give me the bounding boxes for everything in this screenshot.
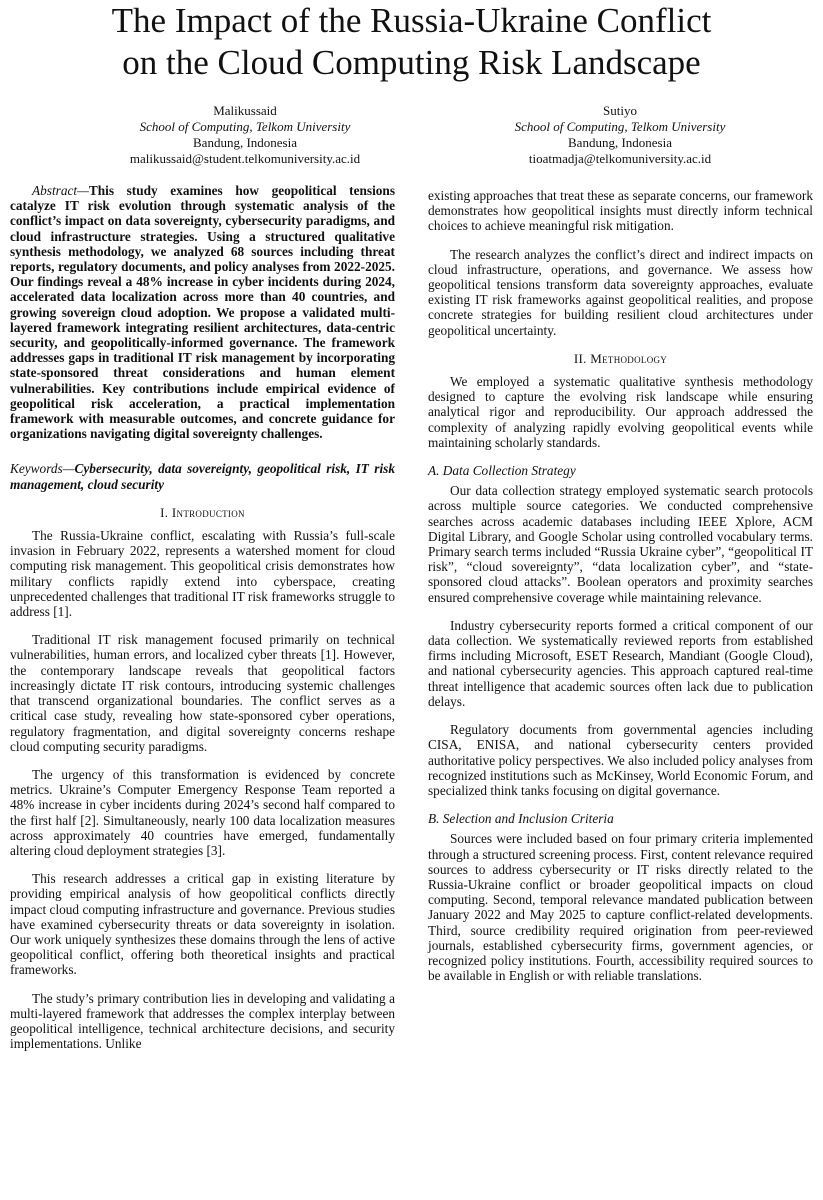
right-column [428,188,813,996]
author-block-1 [55,103,435,167]
author-block-2 [430,103,810,167]
method-paragraph: Sources were included based on four primary criteria implemented through a structured screening process. First, content relevance required sources to address cybersecurity or IT risks directly related to the Russia-Ukraine conflict or broader geopolitical impacts on cloud computing. Second, temporal relevance mandated publication between January 2022 and May 2025 to capture conflict-related developments. Third, source credibility required origination from peer-reviewed journals, established cybersecurity firms, government agencies, or recognized policy institutions. Fourth, accessibility required sources to be available in English or with reliable translations. [428,831,813,984]
method-paragraph: Regulatory documents from governmental agencies including CISA, ENISA, and national cybersecurity centers provided authoritative policy perspectives. We also included policy analyses from recognized institutions such as McKinsey, World Economic Forum, and specialized think tanks focusing on digital governance. [428,722,813,798]
subsection-heading-data-collection: A. Data Collection Strategy [428,463,576,479]
section-heading-introduction: I. Introduction [160,504,245,520]
author-location: Bandung, Indonesia [193,135,297,150]
abstract [10,183,395,441]
intro-paragraph: This research addresses a critical gap in existing literature by providing empirical analysis of how geopolitical conflicts directly impact cloud computing infrastructure and governance. Previous studies have examined cybersecurity threats or data sovereignty in isolation. Our work uniquely synthesizes these domains through the lens of active geopolitical conflict, offering both theoretical insights and practical frameworks. [10,871,395,978]
author-affiliation: School of Computing, Telkom University [139,119,351,134]
paper-title [0,0,823,84]
keywords-lead: Keywords— [10,461,75,477]
keywords-text: Cybersecurity, data sovereignty, geopolitical risk, IT risk management, cloud security [10,461,395,492]
author-affiliation: School of Computing, Telkom University [514,119,726,134]
keywords [10,461,395,491]
author-name: Sutiyo [603,103,637,118]
intro-paragraph: Traditional IT risk management focused primarily on technical vulnerabilities, human errors, and localized cyber threats [1]. However, the contemporary landscape reveals that geopolitical factors increasingly dictate IT risk contours, introducing systemic challenges that transcend organizational boundaries. The conflict serves as a critical case study, revealing how state-sponsored cyber operations, regulatory fragmentation, and digital sovereignty concerns reshape cloud computing security paradigms. [10,632,395,754]
title-line-2: on the Cloud Computing Risk Landscape [122,43,701,82]
section-heading-methodology: II. Methodology [573,350,668,366]
subsection-heading-selection-criteria: B. Selection and Inclusion Criteria [428,811,614,827]
title-line-1: The Impact of the Russia-Ukraine Conflict [111,1,712,40]
abstract-lead: Abstract— [32,183,89,198]
intro-paragraph: The urgency of this transformation is evidenced by concrete metrics. Ukraine’s Computer Emergency Response Team reported a 48% increase in cyber incidents during 2024’s second half compared to the first half [2]. Simultaneously, nearly 100 data localization measures across approximately 40 countries have emerged, fundamentally altering cloud deployment strategies [3]. [10,766,395,858]
intro-paragraph-continued: existing approaches that treat these as separate concerns, our framework demonstrates how geopolitical insights must directly inform technical choices to achieve meaningful risk mitigation. [428,188,813,234]
intro-paragraph: The research analyzes the conflict’s direct and indirect impacts on cloud infrastructure, operations, and governance. We assess how geopolitical tensions transform data sovereignty approaches, evaluate existing IT risk frameworks against geopolitical realities, and propose concrete strategies for building resilient cloud architectures under geopolitical uncertainty. [428,246,813,338]
abstract-text: This study examines how geopolitical tensions catalyze IT risk evolution through systematic analysis of the conflict’s impact on data sovereignty, cybersecurity paradigms, and cloud infrastructure strategies. Using a structured qualitative synthesis methodology, we analyzed 68 sources including threat reports, regulatory documents, and policy analyses from 2022-2025. Our findings reveal a 48% increase in cyber incidents during 2024, accelerated data localization across more than 40 countries, and growing sovereign cloud adoption. We propose a validated multi-layered framework integrating resilient architectures, data-centric security, and geopolitically-informed governance. The framework addresses gaps in traditional IT risk management by incorporating state-sponsored threat considerations and human element vulnerabilities. Key contributions include empirical evidence of geopolitical risk acceleration, a practical implementation framework with measurable outcomes, and concrete guidance for organizations navigating digital sovereignty challenges. [10,183,395,442]
author-location: Bandung, Indonesia [568,135,672,150]
method-paragraph: Our data collection strategy employed systematic search protocols across multiple source categories. We conducted comprehensive searches across academic databases including IEEE Xplore, ACM Digital Library, and Google Scholar using controlled vocabulary terms. Primary search terms included “Russia Ukraine cyber”, “geopolitical IT risk”, “cloud sovereignty”, “data localization cyber”, and “state-sponsored cloud attacks”. Boolean operators and proximity searches ensured comprehensive coverage while maintaining relevance. [428,483,813,605]
intro-paragraph: The study’s primary contribution lies in developing and validating a multi-layered framework that addresses the complex interplay between geopolitical intelligence, technical architecture decisions, and security implementations. Unlike [10,990,395,1052]
author-name: Malikussaid [213,103,277,118]
left-column [10,183,395,1064]
method-paragraph: Industry cybersecurity reports formed a critical component of our data collection. We systematically reviewed reports from established firms including Microsoft, ESET Research, Mandiant (Google Cloud), and national cybersecurity agencies. This approach captured real-time threat intelligence that academic sources often lack due to publication delays. [428,617,813,709]
intro-paragraph: The Russia-Ukraine conflict, escalating with Russia’s full-scale invasion in February 2022, represents a watershed moment for cloud computing risk management. This geopolitical crisis demonstrates how military conflicts rapidly extend into cyberspace, creating unprecedented challenges that traditional IT risk frameworks struggle to address [1]. [10,528,395,620]
author-email: malikussaid@student.telkomuniversity.ac.id [129,151,361,166]
author-email: tioatmadja@telkomuniversity.ac.id [528,151,712,166]
method-paragraph: We employed a systematic qualitative synthesis methodology designed to capture the evolving risk landscape while ensuring analytical rigor and reproducibility. Our approach addressed the complexity of analyzing rapidly evolving geopolitical events while maintaining scholarly standards. [428,374,813,450]
